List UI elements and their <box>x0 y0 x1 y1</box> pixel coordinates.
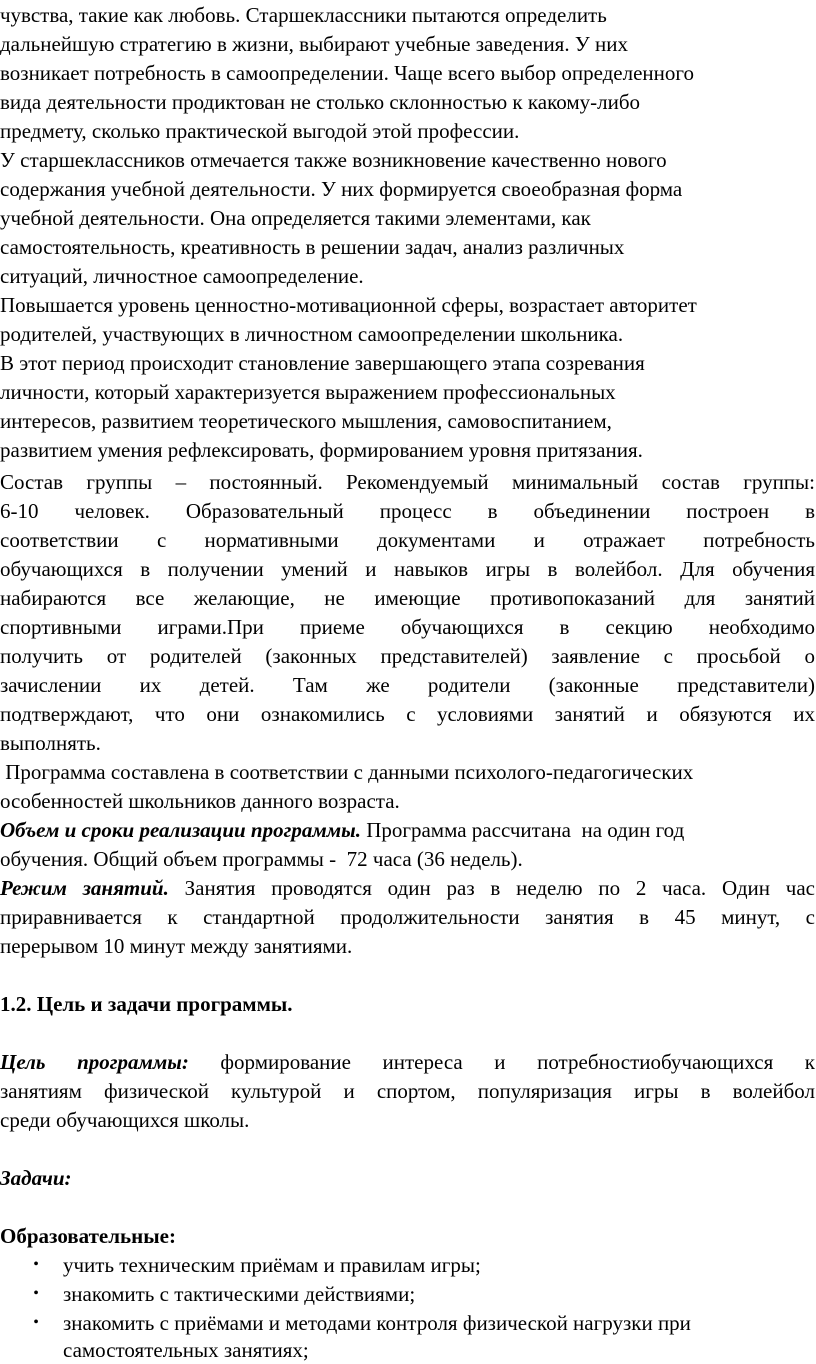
list-item: знакомить с приёмами и методами контроля физической нагрузки при <box>63 1311 691 1335</box>
paragraph-line: чувства, такие как любовь. Старшеклассники пытаются определить <box>0 3 607 27</box>
paragraph-line: родителей, участвующих в личностном самоопределении школьника. <box>0 322 624 346</box>
paragraph-line: Программа составлена в соответствии с данными психолого-педагогических <box>0 760 694 784</box>
paragraph-line: интересов, развитием теоретического мышления, самовоспитанием, <box>0 409 612 433</box>
goal-line: занятиям физической культурой и спортом, популяризация игры в волейбол <box>0 1079 815 1103</box>
section-heading: 1.2. Цель и задачи программы. <box>0 992 293 1016</box>
educational-heading: Образовательные: <box>0 1224 176 1248</box>
schedule-label: Режим занятий. <box>0 876 169 900</box>
list-item: знакомить с тактическими действиями; <box>63 1282 416 1306</box>
paragraph-line: 6-10 человек. Образовательный процесс в объединении построен в <box>0 499 815 523</box>
bullet-icon: • <box>33 1314 39 1331</box>
paragraph-line: Состав группы – постоянный. Рекомендуемый минимальный состав группы: <box>0 470 815 494</box>
goal-label: Цель программы: <box>0 1050 189 1074</box>
paragraph-line: соответствии с нормативными документами и отражает потребность <box>0 528 815 552</box>
goal-line <box>0 1048 815 1076</box>
volume-label: Объем и сроки реализации программы. <box>0 818 361 842</box>
paragraph-line: развитием умения рефлексировать, формированием уровня притязания. <box>0 438 643 462</box>
paragraph-line: подтверждают, что они ознакомились с условиями занятий и обязуются их <box>0 702 815 726</box>
paragraph-line: возникает потребность в самоопределении. Чаще всего выбор определенного <box>0 61 694 85</box>
schedule-line <box>0 874 815 902</box>
paragraph-line: дальнейшую стратегию в жизни, выбирают учебные заведения. У них <box>0 32 628 56</box>
bullet-icon: • <box>33 1256 39 1273</box>
paragraph-line: ситуаций, личностное самоопределение. <box>0 264 364 288</box>
paragraph-line: получить от родителей (законных представителей) заявление с просьбой о <box>0 644 815 668</box>
paragraph-line: учебной деятельности. Она определяется такими элементами, как <box>0 206 591 230</box>
schedule-line: приравнивается к стандартной продолжительности занятия в 45 минут, с <box>0 905 815 929</box>
paragraph-line: У старшеклассников отмечается также возникновение качественно нового <box>0 148 667 172</box>
goal-text: формирование интереса и потребностиобучающихся к <box>188 1050 815 1074</box>
paragraph-line: спортивными играми.При приеме обучающихся в секцию необходимо <box>0 615 815 639</box>
tasks-heading: Задачи: <box>0 1166 72 1190</box>
paragraph-line: самостоятельность, креативность в решении задач, анализ различных <box>0 235 625 259</box>
list-item: учить техническим приёмам и правилам игры; <box>63 1253 481 1277</box>
paragraph-line: В этот период происходит становление завершающего этапа созревания <box>0 351 645 375</box>
paragraph-line: предмету, сколько практической выгодой этой профессии. <box>0 119 520 143</box>
paragraph-line: вида деятельности продиктован не столько склонностью к какому-либо <box>0 90 640 114</box>
paragraph-line: набираются все желающие, не имеющие противопоказаний для занятий <box>0 586 815 610</box>
volume-text: Программа рассчитана на один год <box>360 818 685 842</box>
goal-line: среди обучающихся школы. <box>0 1108 250 1132</box>
volume-line: обучения. Общий объем программы - 72 часа (36 недель). <box>0 847 523 871</box>
bullet-icon: • <box>33 1285 39 1302</box>
paragraph-line: выполнять. <box>0 731 101 755</box>
schedule-text: Занятия проводятся один раз в неделю по 2 часа. Один час <box>168 876 815 900</box>
volume-line <box>0 816 815 844</box>
paragraph-line: личности, который характеризуется выражением профессиональных <box>0 380 616 404</box>
paragraph-line: зачислении их детей. Там же родители (законные представители) <box>0 673 815 697</box>
paragraph-line: Повышается уровень ценностно-мотивационной сферы, возрастает авторитет <box>0 293 697 317</box>
schedule-line: перерывом 10 минут между занятиями. <box>0 934 353 958</box>
paragraph-line: особенностей школьников данного возраста. <box>0 789 400 813</box>
list-item: самостоятельных занятиях; <box>63 1338 309 1362</box>
paragraph-line: обучающихся в получении умений и навыков игры в волейбол. Для обучения <box>0 557 815 581</box>
paragraph-line: содержания учебной деятельности. У них формируется своеобразная форма <box>0 177 683 201</box>
